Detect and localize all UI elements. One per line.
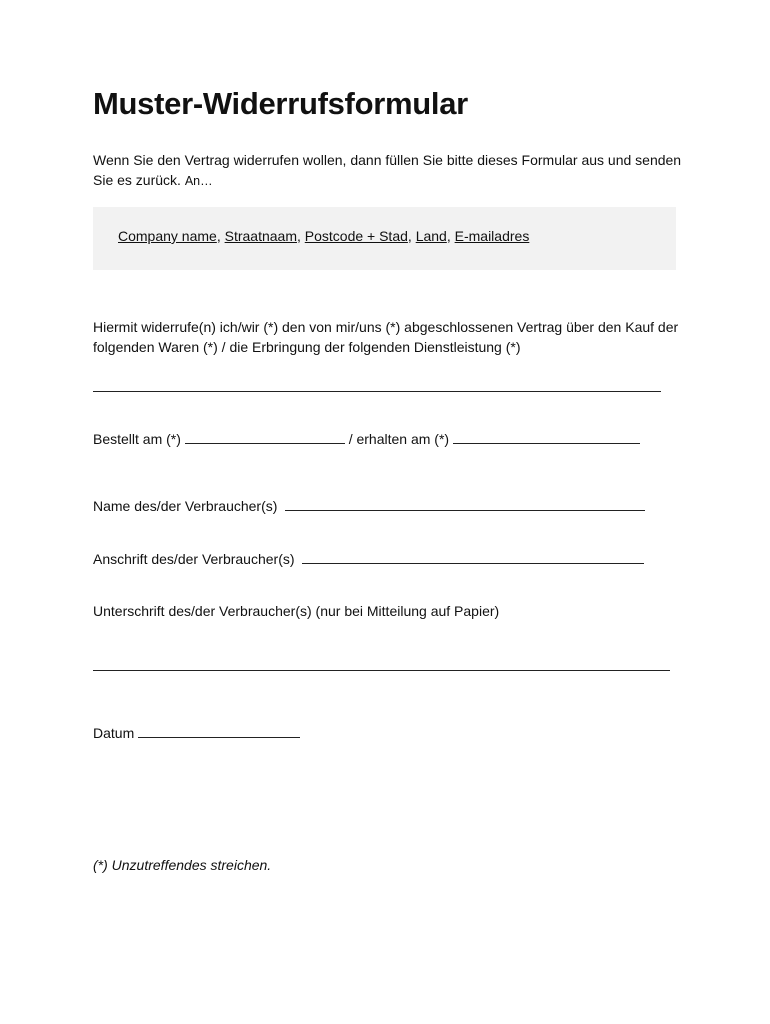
ordered-on-blank[interactable] xyxy=(185,429,345,444)
date-row xyxy=(93,723,300,741)
consumer-address-label: Anschrift des/der Verbraucher(s) xyxy=(93,551,295,567)
recipient-address-box xyxy=(93,207,676,270)
footnote: (*) Unzutreffendes streichen. xyxy=(93,857,272,873)
goods-description-line[interactable] xyxy=(93,391,661,392)
order-dates-row xyxy=(93,429,640,447)
address-separator: , xyxy=(216,228,225,244)
received-on-blank[interactable] xyxy=(453,429,640,444)
address-separator: , xyxy=(296,228,305,244)
date-blank[interactable] xyxy=(138,723,300,738)
intro-paragraph xyxy=(93,150,683,191)
address-postcode-city-link[interactable]: Postcode + Stad xyxy=(304,228,408,244)
address-company-link[interactable]: Company name xyxy=(118,228,217,244)
consumer-address-row xyxy=(93,549,644,567)
consumer-address-blank[interactable] xyxy=(302,549,644,564)
address-email-link[interactable]: E-mailadres xyxy=(454,228,530,244)
recipient-address-line xyxy=(118,228,529,244)
consumer-name-blank[interactable] xyxy=(285,496,645,511)
page-title: Muster-Widerrufsformular xyxy=(93,86,468,121)
consumer-signature-label: Unterschrift des/der Verbraucher(s) (nur bei Mitteilung auf Papier) xyxy=(93,603,500,619)
received-on-label: / erhalten am (*) xyxy=(348,431,450,447)
revocation-paragraph: Hiermit widerrufe(n) ich/wir (*) den von mir/uns (*) abgeschlossenen Vertrag über den Kauf der folgenden Waren (*) / die Erbringung der folgenden Dienstleistung (*) xyxy=(93,319,679,355)
address-separator: , xyxy=(407,228,416,244)
date-label: Datum xyxy=(93,725,135,741)
address-country-link[interactable]: Land xyxy=(415,228,447,244)
address-street-link[interactable]: Straatnaam xyxy=(224,228,297,244)
ordered-on-label: Bestellt am (*) xyxy=(93,431,181,447)
consumer-signature-line[interactable] xyxy=(93,670,670,671)
intro-to-label: An… xyxy=(184,174,213,188)
address-separator: , xyxy=(446,228,455,244)
intro-text: Wenn Sie den Vertrag widerrufen wollen, dann füllen Sie bitte dieses Formular aus und senden Sie es zurück. xyxy=(93,152,682,188)
consumer-name-label: Name des/der Verbraucher(s) xyxy=(93,498,278,514)
consumer-name-row xyxy=(93,496,645,514)
